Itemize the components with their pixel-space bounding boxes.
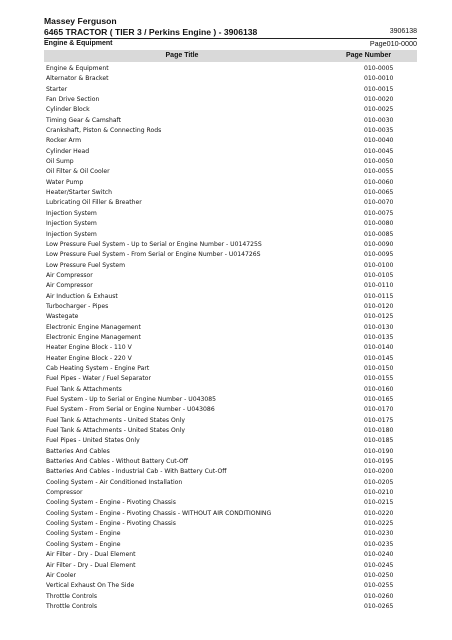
row-page-title: Air Filter - Dry - Dual Element xyxy=(46,561,136,569)
row-page-number: 010-0230 xyxy=(364,530,394,538)
row-page-title: Vertical Exhaust On The Side xyxy=(46,582,135,590)
row-page-title: Water Pump xyxy=(46,178,84,186)
row-page-title: Batteries And Cables xyxy=(46,447,110,455)
row-page-number: 010-0055 xyxy=(364,168,394,176)
brand-name: Massey Ferguson xyxy=(44,16,117,26)
row-page-number: 010-0090 xyxy=(364,240,394,248)
table-row xyxy=(44,198,417,208)
column-header-title: Page Title xyxy=(165,52,199,59)
table-row xyxy=(44,178,417,188)
row-page-number: 010-0180 xyxy=(364,427,394,435)
row-page-number: 010-0205 xyxy=(364,478,394,486)
row-page-title: Cooling System - Air Conditioned Installation xyxy=(46,478,183,486)
row-page-title: Fuel System - Up to Serial or Engine Number - U043085 xyxy=(46,396,216,403)
table-row xyxy=(44,74,417,84)
row-page-number: 010-0080 xyxy=(364,220,394,228)
row-page-title: Electronic Engine Management xyxy=(46,333,141,341)
table-row xyxy=(44,457,417,467)
row-page-number: 010-0210 xyxy=(364,489,394,497)
row-page-number: 010-0105 xyxy=(364,271,394,279)
column-header-number: Page Number xyxy=(345,52,392,59)
row-page-title: Alternator & Bracket xyxy=(46,75,109,83)
row-page-number: 010-0245 xyxy=(364,561,394,569)
section-name: Engine & Equipment xyxy=(44,40,113,47)
document-code: 3906138 xyxy=(389,28,417,35)
row-page-title: Cooling System - Engine xyxy=(46,530,121,538)
table-header xyxy=(44,50,417,62)
row-page-title: Oil Sump xyxy=(46,158,74,166)
row-page-number: 010-0030 xyxy=(364,116,394,124)
row-page-number: 010-0035 xyxy=(364,127,394,135)
table-row xyxy=(44,488,417,498)
row-page-title: Engine & Equipment xyxy=(46,65,109,72)
row-page-title: Fuel Tank & Attachments xyxy=(46,385,122,393)
row-page-number: 010-0220 xyxy=(364,509,394,517)
table-row xyxy=(44,571,417,581)
row-page-title: Wastegate xyxy=(46,313,79,321)
row-page-title: Injection System xyxy=(46,220,97,228)
row-page-title: Cooling System - Engine xyxy=(46,540,121,548)
row-page-number: 010-0005 xyxy=(364,65,394,72)
row-page-number: 010-0100 xyxy=(364,261,394,269)
table-row xyxy=(44,364,417,374)
table-row xyxy=(44,478,417,488)
row-page-number: 010-0175 xyxy=(364,416,394,424)
table-row xyxy=(44,333,417,343)
table-row xyxy=(44,136,417,146)
row-page-number: 010-0125 xyxy=(364,313,394,321)
row-page-number: 010-0015 xyxy=(364,85,394,93)
table-row xyxy=(44,147,417,157)
row-page-title: Heater Engine Block - 220 V xyxy=(46,354,132,362)
table-row xyxy=(44,581,417,591)
row-page-number: 010-0045 xyxy=(364,147,394,155)
table-row xyxy=(44,250,417,260)
row-page-title: Low Pressure Fuel System xyxy=(46,261,126,269)
row-page-number: 010-0135 xyxy=(364,333,394,341)
row-page-number: 010-0240 xyxy=(364,551,394,559)
row-page-title: Fuel System - From Serial or Engine Number - U043086 xyxy=(46,406,215,414)
row-page-title: Low Pressure Fuel System - Up to Serial or Engine Number - U014725S xyxy=(46,240,262,248)
table-row xyxy=(44,592,417,602)
row-page-title: Heater Engine Block - 110 V xyxy=(46,344,132,352)
row-page-number: 010-0050 xyxy=(364,158,394,166)
table-row xyxy=(44,395,417,405)
row-page-number: 010-0140 xyxy=(364,344,394,352)
table-row xyxy=(44,105,417,115)
section-line xyxy=(44,38,417,48)
row-page-title: Heater/Starter Switch xyxy=(46,189,112,197)
row-page-number: 010-0115 xyxy=(364,292,394,300)
row-page-title: Air Compressor xyxy=(46,282,93,290)
table-row xyxy=(44,64,417,74)
row-page-number: 010-0065 xyxy=(364,189,394,197)
row-page-number: 010-0170 xyxy=(364,406,394,414)
row-page-number: 010-0235 xyxy=(364,540,394,548)
table-row xyxy=(44,519,417,529)
row-page-title: Lubricating Oil Filler & Breather xyxy=(46,199,142,207)
row-page-title: Timing Gear & Camshaft xyxy=(46,116,121,124)
row-page-number: 010-0110 xyxy=(364,282,394,290)
table-row xyxy=(44,271,417,281)
table-row xyxy=(44,230,417,240)
table-row xyxy=(44,167,417,177)
row-page-number: 010-0085 xyxy=(364,230,394,238)
page-reference: Page010-0000 xyxy=(369,39,417,48)
row-page-title: Throttle Controls xyxy=(46,592,98,600)
row-page-title: Starter xyxy=(46,85,68,93)
table-row xyxy=(44,323,417,333)
table-row xyxy=(44,374,417,384)
table-row xyxy=(44,261,417,271)
row-page-title: Cylinder Block xyxy=(46,106,90,114)
row-page-title: Cooling System - Engine - Pivoting Chassis - WITHOUT AIR CONDITIONING xyxy=(46,509,272,517)
table-row xyxy=(44,561,417,571)
row-page-title: Compressor xyxy=(46,489,83,497)
table-row xyxy=(44,602,417,612)
row-page-number: 010-0155 xyxy=(364,375,394,383)
document-title: 6465 TRACTOR ( TIER 3 / Perkins Engine ) - 3906138 xyxy=(44,27,258,37)
row-page-title: Cylinder Head xyxy=(46,147,90,155)
table-row xyxy=(44,467,417,477)
table-row xyxy=(44,343,417,353)
row-page-title: Fan Drive Section xyxy=(46,96,100,104)
row-page-title: Cooling System - Engine - Pivoting Chassis xyxy=(46,499,176,507)
row-page-title: Fuel Tank & Attachments - United States Only xyxy=(46,427,186,435)
row-page-title: Oil Filter & Oil Cooler xyxy=(46,168,110,176)
row-page-number: 010-0250 xyxy=(364,571,394,579)
row-page-number: 010-0120 xyxy=(364,302,394,310)
table-row xyxy=(44,95,417,105)
row-page-number: 010-0150 xyxy=(364,364,394,372)
row-page-number: 010-0255 xyxy=(364,582,394,590)
table-row xyxy=(44,550,417,560)
table-row xyxy=(44,540,417,550)
table-row xyxy=(44,281,417,291)
table-row xyxy=(44,509,417,519)
table-row xyxy=(44,157,417,167)
row-page-number: 010-0200 xyxy=(364,468,394,476)
row-page-title: Air Induction & Exhaust xyxy=(46,292,118,300)
row-page-number: 010-0040 xyxy=(364,137,394,145)
row-page-title: Electronic Engine Management xyxy=(46,323,141,331)
table-row xyxy=(44,85,417,95)
row-page-title: Cooling System - Engine - Pivoting Chassis xyxy=(46,520,176,528)
row-page-number: 010-0130 xyxy=(364,323,394,331)
row-page-title: Rocker Arm xyxy=(46,137,82,145)
table-row xyxy=(44,116,417,126)
row-page-title: Throttle Controls xyxy=(46,602,98,610)
table-row xyxy=(44,292,417,302)
table-row xyxy=(44,426,417,436)
row-page-title: Air Filter - Dry - Dual Element xyxy=(46,551,136,559)
row-page-number: 010-0070 xyxy=(364,199,394,207)
table-row xyxy=(44,529,417,539)
table-row xyxy=(44,385,417,395)
row-page-title: Crankshaft, Piston & Connecting Rods xyxy=(46,127,162,135)
row-page-number: 010-0160 xyxy=(364,385,394,393)
row-page-number: 010-0225 xyxy=(364,520,394,528)
table-body xyxy=(44,64,417,612)
document-page xyxy=(44,16,417,612)
table-row xyxy=(44,405,417,415)
table-row xyxy=(44,447,417,457)
row-page-title: Fuel Pipes - Water / Fuel Separator xyxy=(46,375,151,383)
table-row xyxy=(44,312,417,322)
row-page-title: Turbocharger - Pipes xyxy=(46,302,109,310)
table-row xyxy=(44,188,417,198)
table-row xyxy=(44,126,417,136)
table-row xyxy=(44,416,417,426)
table-row xyxy=(44,240,417,250)
row-page-number: 010-0020 xyxy=(364,96,394,104)
row-page-title: Batteries And Cables - Without Battery Cut-Off xyxy=(46,458,188,466)
table-row xyxy=(44,354,417,364)
row-page-number: 010-0265 xyxy=(364,602,394,610)
row-page-number: 010-0010 xyxy=(364,75,394,83)
row-page-number: 010-0025 xyxy=(364,106,394,114)
table-row xyxy=(44,436,417,446)
row-page-number: 010-0145 xyxy=(364,354,394,362)
row-page-number: 010-0190 xyxy=(364,447,394,455)
row-page-number: 010-0075 xyxy=(364,209,394,217)
row-page-title: Injection System xyxy=(46,209,97,217)
row-page-title: Batteries And Cables - Industrial Cab - With Battery Cut-Off xyxy=(46,468,227,476)
row-page-number: 010-0185 xyxy=(364,437,394,445)
row-page-title: Low Pressure Fuel System - From Serial or Engine Number - U014726S xyxy=(46,251,261,259)
row-page-number: 010-0060 xyxy=(364,178,394,186)
row-page-title: Air Compressor xyxy=(46,271,93,279)
table-row xyxy=(44,498,417,508)
row-page-number: 010-0195 xyxy=(364,458,394,466)
table-row xyxy=(44,219,417,229)
table-row xyxy=(44,302,417,312)
row-page-number: 010-0095 xyxy=(364,251,394,259)
row-page-title: Fuel Pipes - United States Only xyxy=(46,437,140,445)
row-page-title: Air Cooler xyxy=(46,571,76,579)
row-page-title: Fuel Tank & Attachments - United States Only xyxy=(46,416,186,424)
table-row xyxy=(44,209,417,219)
title-line xyxy=(44,27,417,37)
row-page-number: 010-0215 xyxy=(364,499,394,507)
row-page-title: Cab Heating System - Engine Part xyxy=(46,364,150,372)
row-page-title: Injection System xyxy=(46,230,97,238)
row-page-number: 010-0165 xyxy=(364,396,394,403)
row-page-number: 010-0260 xyxy=(364,592,394,600)
